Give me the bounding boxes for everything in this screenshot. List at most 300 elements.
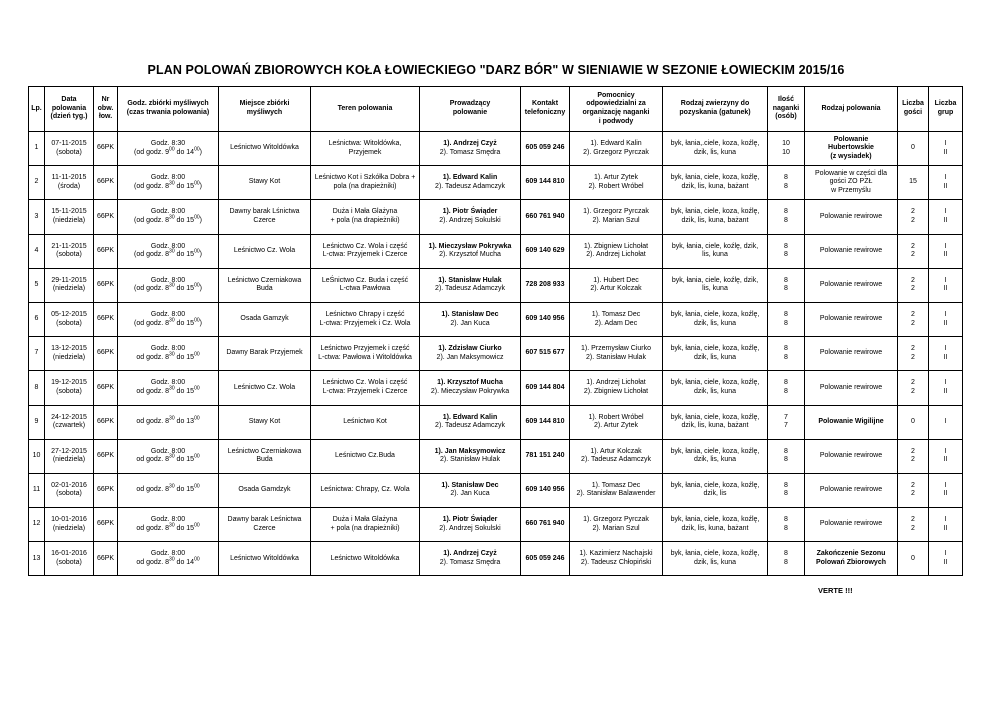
beaters-count: 8 (784, 524, 788, 532)
leader-primary: 1). Mieczysław Pokrywka (428, 242, 512, 250)
leader-primary: 1). Stanisław Hulak (438, 276, 502, 284)
hunting-terrain: LeŚnictwo Cz. Buda i część (321, 276, 409, 284)
hunt-type: Hubertowskie (828, 144, 874, 152)
hunting-terrain: L-ctwa: Przyjemek i Cz. Wola (319, 319, 411, 327)
duration-text (120, 317, 216, 329)
hunting-terrain: Duża i Mała Glażyna (332, 208, 398, 216)
beaters-count: 8 (784, 353, 788, 361)
helper-primary: 1). Tomasz Dec (591, 481, 641, 489)
hunt-type: Polowanie rewirowe (819, 281, 883, 289)
cell-lp (29, 268, 45, 302)
guests-count: 2 (911, 516, 915, 524)
group-label: I (944, 516, 947, 524)
helper-primary: 1). Tomasz Dec (591, 310, 641, 318)
beaters-count: 7 (784, 413, 788, 421)
cell-contact (521, 234, 570, 268)
cell-lp (29, 371, 45, 405)
header-type: Rodzaj polowania (805, 87, 898, 132)
cell-place (219, 268, 311, 302)
cell-terrain (311, 405, 420, 439)
phone-number: 609 140 629 (525, 246, 565, 254)
cell-district (94, 542, 118, 576)
cell-lp (29, 508, 45, 542)
helper-primary: 1). Grzegorz Pyrczak (583, 208, 649, 216)
row-number: 3 (34, 212, 39, 220)
game-species: byk, łania, ciele, koźlę, dzik, (671, 276, 759, 284)
end-minutes: 00 (194, 556, 200, 563)
beaters-count: 8 (784, 456, 788, 464)
guests-count: 2 (911, 216, 915, 224)
cell-terrain (311, 268, 420, 302)
cell-helpers (570, 200, 663, 234)
hunt-type: w Przemyślu (831, 187, 871, 195)
cell-game (663, 508, 768, 542)
cell-game (663, 302, 768, 336)
cell-groups (929, 542, 963, 576)
hunting-terrain: Leśnictwo Kot (343, 417, 387, 425)
cell-district (94, 371, 118, 405)
cell-type (805, 405, 898, 439)
date-text: 16-01-2016 (51, 550, 87, 558)
cell-date (45, 542, 94, 576)
row-number: 11 (32, 486, 41, 494)
cell-date (45, 268, 94, 302)
cell-place (219, 337, 311, 371)
leader-primary: 1). Zdzisław Ciurko (438, 345, 502, 353)
leader-primary: 1). Edward Kalin (442, 413, 498, 421)
guests-count: 2 (911, 447, 915, 455)
end-minutes: 00 (194, 351, 200, 358)
game-species: byk, łania, ciele, koza, koźlę, (670, 413, 760, 421)
leader-primary: 1). Krzysztof Mucha (437, 379, 503, 387)
cell-district (94, 166, 118, 200)
end-minutes: 00 (194, 146, 200, 153)
date-text: (sobota) (56, 490, 82, 498)
cell-date (45, 371, 94, 405)
cell-contact (521, 166, 570, 200)
header-beaters: Ilość naganki (osób) (768, 87, 805, 132)
cell-beaters (768, 405, 805, 439)
table-row (29, 234, 963, 268)
date-text: 27-12-2015 (51, 447, 87, 455)
cell-contact (521, 302, 570, 336)
cell-lp (29, 234, 45, 268)
start-minutes: 30 (169, 351, 175, 358)
verte-note: VERTE !!! (818, 586, 853, 595)
duration-end: do 15 (174, 216, 195, 224)
cell-date (45, 439, 94, 473)
group-label: I (944, 276, 947, 284)
cell-type (805, 132, 898, 166)
duration-text (120, 180, 216, 192)
duration-start: (od godz. 8 (134, 285, 170, 293)
date-text: (sobota) (56, 319, 82, 327)
start-minutes: 30 (169, 415, 175, 422)
phone-number: 781 151 240 (525, 451, 565, 459)
helper-secondary: 2). Robert Wróbel (588, 182, 644, 190)
leader-primary: 1). Piotr Świąder (442, 516, 498, 524)
helper-secondary: 2). Artur Zytek (594, 422, 638, 430)
cell-beaters (768, 337, 805, 371)
guests-count: 2 (911, 387, 915, 395)
cell-terrain (311, 371, 420, 405)
cell-district (94, 132, 118, 166)
beaters-count: 8 (784, 379, 788, 387)
helper-secondary: 2). Artur Kolczak (590, 285, 642, 293)
date-text: (niedziela) (52, 456, 86, 464)
cell-contact (521, 371, 570, 405)
date-text: (niedziela) (52, 524, 86, 532)
table-row (29, 200, 963, 234)
hunt-type: Polowań Zbiorowych (815, 558, 886, 566)
hunting-terrain: Leśnictwo Kot i Szkółka Dobra + (314, 174, 416, 182)
guests-count: 2 (911, 319, 915, 327)
header-lp: Lp. (29, 87, 45, 132)
cell-contact (521, 439, 570, 473)
cell-groups (929, 371, 963, 405)
duration-text (120, 385, 216, 397)
end-minutes: 00 (194, 283, 200, 290)
date-text: 24-12-2015 (51, 413, 87, 421)
start-minutes: 30 (169, 385, 175, 392)
guests-count: 15 (909, 178, 917, 186)
cell-guests (898, 473, 929, 507)
duration-text (120, 415, 216, 427)
start-minutes: 30 (169, 317, 175, 324)
helper-primary: 1). Edward Kalin (590, 140, 642, 147)
guests-count: 2 (911, 524, 915, 532)
cell-time (118, 234, 219, 268)
beaters-count: 8 (784, 447, 788, 455)
start-minutes: 30 (169, 483, 175, 490)
cell-groups (929, 405, 963, 439)
phone-number: 605 059 246 (525, 554, 565, 562)
cell-lp (29, 542, 45, 576)
date-text: (niedziela) (52, 216, 86, 224)
beaters-count: 7 (784, 422, 788, 430)
cell-time (118, 302, 219, 336)
game-species: byk, łania, ciele, koza, koźlę, (670, 208, 760, 216)
cell-game (663, 234, 768, 268)
phone-number: 607 515 677 (525, 349, 565, 357)
helper-primary: 1). Robert Wróbel (588, 413, 644, 421)
gathering-place: Leśnictwo Witoldówka (230, 144, 299, 152)
duration-text (120, 522, 216, 534)
helper-primary: 1). Artur Kolczak (590, 447, 642, 455)
leader-primary: 1). Stanisław Dec (441, 310, 499, 318)
gathering-place: Stawy Kot (248, 178, 281, 186)
header-terrain: Teren polowania (311, 87, 420, 132)
cell-groups (929, 132, 963, 166)
group-label: II (943, 148, 948, 156)
duration-start: (od godz. 8 (134, 251, 170, 259)
guests-count: 2 (911, 490, 915, 498)
cell-place (219, 371, 311, 405)
cell-leader (420, 200, 521, 234)
beaters-count: 8 (784, 345, 788, 353)
phone-number: 660 761 940 (525, 212, 565, 220)
hunting-terrain: Leśnictwo Cz. Wola i część (322, 379, 408, 387)
cell-type (805, 439, 898, 473)
beaters-count: 8 (784, 310, 788, 318)
cell-contact (521, 405, 570, 439)
duration-text (120, 214, 216, 226)
cell-district (94, 234, 118, 268)
gathering-time: Godz. 8:00 (150, 379, 186, 387)
group-label: I (944, 208, 947, 216)
helper-primary: 1). Przemysław Ciurko (580, 345, 651, 353)
cell-leader (420, 268, 521, 302)
end-minutes: 00 (194, 214, 200, 221)
cell-type (805, 508, 898, 542)
cell-date (45, 200, 94, 234)
leader-primary: 1). Andrzej Czyż (443, 140, 497, 147)
cell-type (805, 268, 898, 302)
helper-secondary: 2). Tadeusz Chłopiński (580, 558, 652, 566)
duration-end: do 15 (174, 456, 195, 464)
leader-secondary: 2). Tomasz Smędra (439, 558, 501, 566)
cell-terrain (311, 166, 420, 200)
game-species: byk, łania, ciele, koza, koźlę, (670, 481, 760, 489)
beaters-count: 10 (782, 140, 790, 147)
group-label: I (944, 140, 947, 147)
header-helpers: Pomocnicy odpowiedzialni za organizację naganki i podwody (570, 87, 663, 132)
cell-type (805, 200, 898, 234)
table-row (29, 542, 963, 576)
cell-lp (29, 337, 45, 371)
hunt-type: Polowanie rewirowe (819, 246, 883, 254)
row-number: 13 (32, 554, 41, 562)
leader-secondary: 2). Andrzej Sokulski (439, 216, 501, 224)
helper-primary: 1). Hubert Dec (593, 276, 639, 284)
row-number: 1 (34, 144, 39, 152)
district-code: 66PK (96, 349, 115, 357)
cell-contact (521, 200, 570, 234)
helper-primary: 1). Kazimierz Nachajski (579, 550, 653, 558)
hunting-terrain: Leśnictwa: Chrapy, Cz. Wola (320, 486, 410, 494)
header-leader: Prowadzący polowanie (420, 87, 521, 132)
helper-secondary: 2). Grzegorz Pyrczak (583, 148, 649, 156)
cell-place (219, 508, 311, 542)
cell-time (118, 166, 219, 200)
cell-guests (898, 234, 929, 268)
gathering-place: Leśnictwo Cz. Wola (233, 383, 296, 391)
cell-leader (420, 473, 521, 507)
cell-date (45, 337, 94, 371)
duration-start: od godz. 8 (136, 417, 170, 425)
cell-lp (29, 439, 45, 473)
phone-number: 660 761 940 (525, 520, 565, 528)
game-species: byk, łania, ciele, koza, koźlę, (670, 550, 760, 558)
game-species: dzik, lis, kuna (693, 558, 737, 566)
start-minutes: 30 (169, 283, 175, 290)
group-label: II (943, 456, 948, 464)
table-row (29, 473, 963, 507)
leader-secondary: 2). Jan Maksymowicz (436, 353, 504, 361)
guests-count: 2 (911, 208, 915, 216)
hunting-terrain: Leśnictwo Przyjemek i część (320, 345, 410, 353)
hunt-type: Polowanie rewirowe (819, 349, 883, 357)
duration-end: do 15 (174, 387, 195, 395)
helper-secondary: 2). Stanisław Hulak (586, 353, 646, 361)
gathering-time: Godz. 8:00 (150, 208, 186, 216)
hunting-terrain: L-ctwa Pawłowa (339, 285, 391, 293)
duration-close: ) (199, 216, 202, 224)
cell-beaters (768, 200, 805, 234)
cell-groups (929, 302, 963, 336)
guests-count: 2 (911, 353, 915, 361)
beaters-count: 8 (784, 319, 788, 327)
beaters-count: 8 (784, 208, 788, 216)
duration-end: do 14 (174, 148, 195, 156)
helper-primary: 1). Grzegorz Pyrczak (583, 516, 649, 524)
start-minutes: 30 (169, 248, 175, 255)
group-label: I (944, 481, 947, 489)
date-text: 21-11-2015 (51, 242, 87, 250)
beaters-count: 8 (784, 182, 788, 190)
cell-contact (521, 473, 570, 507)
duration-start: od godz. 8 (136, 456, 170, 464)
hunting-terrain: L-ctwa: Pawłowa i Witoldówka (318, 353, 412, 361)
hunt-type: Polowanie w części dla (815, 169, 887, 177)
cell-guests (898, 200, 929, 234)
phone-number: 609 140 956 (525, 315, 565, 323)
guests-count: 2 (911, 481, 915, 489)
cell-district (94, 200, 118, 234)
cell-district (94, 405, 118, 439)
table-row (29, 405, 963, 439)
cell-terrain (311, 337, 420, 371)
end-minutes: 00 (194, 385, 200, 392)
cell-helpers (570, 542, 663, 576)
cell-terrain (311, 200, 420, 234)
cell-contact (521, 132, 570, 166)
game-species: dzik, lis, kuna, bażant (681, 422, 749, 430)
cell-district (94, 508, 118, 542)
hunting-terrain: + pola (na drapieżniki) (330, 216, 400, 224)
game-species: dzik, lis, kuna, bażant (681, 182, 749, 190)
cell-place (219, 234, 311, 268)
cell-leader (420, 371, 521, 405)
date-text: 10-01-2016 (51, 516, 87, 524)
duration-close: ) (199, 319, 202, 327)
duration-text (120, 285, 216, 294)
beaters-count: 8 (784, 174, 788, 182)
game-species: byk, łania, ciele, koźlę, dzik, (671, 242, 759, 250)
cell-date (45, 405, 94, 439)
guests-count: 2 (911, 456, 915, 464)
beaters-count: 8 (784, 242, 788, 250)
row-number: 12 (32, 520, 41, 528)
gathering-time: Godz. 8:00 (150, 516, 186, 524)
helper-primary: 1). Andrzej Lichołat (586, 379, 646, 387)
duration-start: (od godz. 9 (134, 148, 170, 156)
game-species: dzik, lis, kuna (693, 148, 737, 156)
cell-date (45, 166, 94, 200)
header-groups: Liczba grup (929, 87, 963, 132)
game-species: dzik, lis, kuna, bażant (681, 524, 749, 532)
hunt-type: Polowanie rewirowe (819, 486, 883, 494)
beaters-count: 8 (784, 276, 788, 284)
hunt-type: Polowanie Wigilijne (818, 417, 884, 425)
cell-place (219, 132, 311, 166)
hunting-terrain: L-ctwa: Przyjemek i Czerce (322, 251, 408, 259)
cell-groups (929, 234, 963, 268)
header-game: Rodzaj zwierzyny do pozyskania (gatunek) (663, 87, 768, 132)
helper-secondary: 2). Adam Dec (594, 319, 638, 327)
district-code: 66PK (96, 178, 115, 186)
guests-count: 2 (911, 310, 915, 318)
cell-guests (898, 337, 929, 371)
duration-start: od godz. 8 (136, 387, 170, 395)
cell-guests (898, 132, 929, 166)
cell-time (118, 405, 219, 439)
group-label: I (944, 174, 947, 182)
row-number: 4 (34, 246, 39, 254)
hunt-type: Polowanie rewirowe (819, 520, 883, 528)
hunt-type: Polowanie rewirowe (819, 451, 883, 459)
header-contact: Kontakt telefoniczny (521, 87, 570, 132)
end-minutes: 00 (194, 317, 200, 324)
cell-terrain (311, 508, 420, 542)
game-species: byk, łania, ciele, koza, koźlę, (670, 345, 760, 353)
hunting-terrain: L-ctwa: Przyjemek i Czerce (322, 387, 408, 395)
row-number: 10 (32, 451, 41, 459)
cell-beaters (768, 508, 805, 542)
date-text: 29-11-2015 (51, 276, 87, 284)
hunt-type: Polowanie (833, 135, 869, 143)
duration-start: od godz. 8 (136, 486, 170, 494)
cell-lp (29, 200, 45, 234)
cell-game (663, 337, 768, 371)
cell-helpers (570, 439, 663, 473)
game-species: byk, łania, ciele, koza, koźlę, (670, 310, 760, 318)
phone-number: 609 144 810 (525, 178, 565, 186)
date-text: 11-11-2015 (51, 174, 87, 182)
leader-primary: 1). Edward Kalin (442, 174, 498, 182)
cell-game (663, 542, 768, 576)
cell-place (219, 302, 311, 336)
gathering-place: Leśnictwo Czerniakowa (227, 447, 302, 455)
end-minutes: 00 (194, 180, 200, 187)
hunting-terrain: Leśnictwo Cz.Buda (335, 451, 395, 459)
cell-groups (929, 439, 963, 473)
date-text: (niedziela) (52, 285, 86, 293)
cell-helpers (570, 473, 663, 507)
duration-close: ) (199, 148, 202, 156)
duration-end: do 15 (174, 524, 195, 532)
group-label: II (943, 285, 948, 293)
cell-date (45, 234, 94, 268)
cell-beaters (768, 132, 805, 166)
cell-place (219, 200, 311, 234)
group-label: II (943, 558, 948, 566)
gathering-place: Dawny Barak Przyjemek (226, 349, 303, 357)
group-label: I (944, 550, 947, 558)
beaters-count: 8 (784, 516, 788, 524)
group-label: II (943, 216, 948, 224)
leader-primary: 1). Jan Maksymowicz (434, 447, 506, 455)
date-text: (czwartek) (52, 422, 86, 430)
header-guests: Liczba gości (898, 87, 929, 132)
cell-contact (521, 268, 570, 302)
row-number: 5 (34, 281, 39, 289)
cell-helpers (570, 302, 663, 336)
gathering-place: Czerce (253, 524, 276, 532)
guests-count: 2 (911, 242, 915, 250)
hunting-terrain: Leśnictwo Witoldówka (330, 554, 400, 562)
game-species: dzik, lis (703, 490, 727, 498)
